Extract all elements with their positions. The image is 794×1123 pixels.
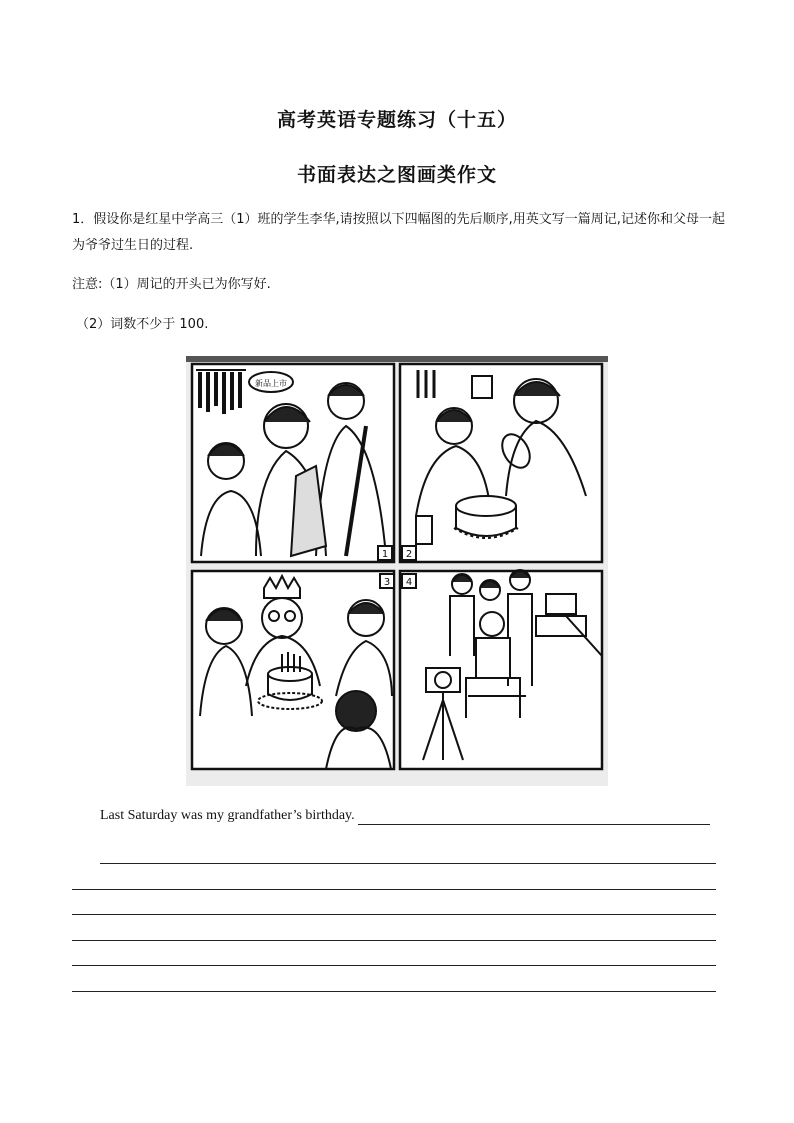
answer-line-7[interactable]: [72, 991, 716, 992]
panel-2-number: 2: [405, 549, 413, 560]
shop-sign-text: 新品上市: [255, 379, 287, 388]
answer-line-4[interactable]: [72, 914, 716, 915]
panel-1-number: 1: [381, 549, 389, 560]
question-prompt: 1．假设你是红星中学高三（1）班的学生李华,请按照以下四幅图的先后顺序,用英文写一篇周记,记述你和父母一起为爷爷过生日的过程.: [72, 212, 725, 253]
panel-1: [192, 364, 394, 562]
panel-3-number: 3: [383, 577, 391, 588]
page-subtitle: 书面表达之图画类作文: [296, 164, 497, 186]
comic-strip-image: [186, 356, 608, 786]
answer-line-6[interactable]: [72, 965, 716, 966]
panel-3: [192, 571, 394, 769]
note-2: （2）词数不少于 100.: [76, 317, 209, 332]
answer-line-2[interactable]: [100, 863, 716, 864]
answer-line-5[interactable]: [72, 940, 716, 941]
panel-4: [400, 570, 602, 769]
answer-line-3[interactable]: [72, 889, 716, 890]
answer-lead-sentence: Last Saturday was my grandfather’s birthday.: [100, 808, 355, 823]
note-1: 注意:（1）周记的开头已为你写好.: [72, 277, 271, 292]
page-title: 高考英语专题练习（十五）: [276, 109, 517, 131]
panel-4-number: 4: [405, 577, 413, 588]
panel-2: [400, 364, 602, 562]
answer-line-1[interactable]: [358, 824, 710, 825]
